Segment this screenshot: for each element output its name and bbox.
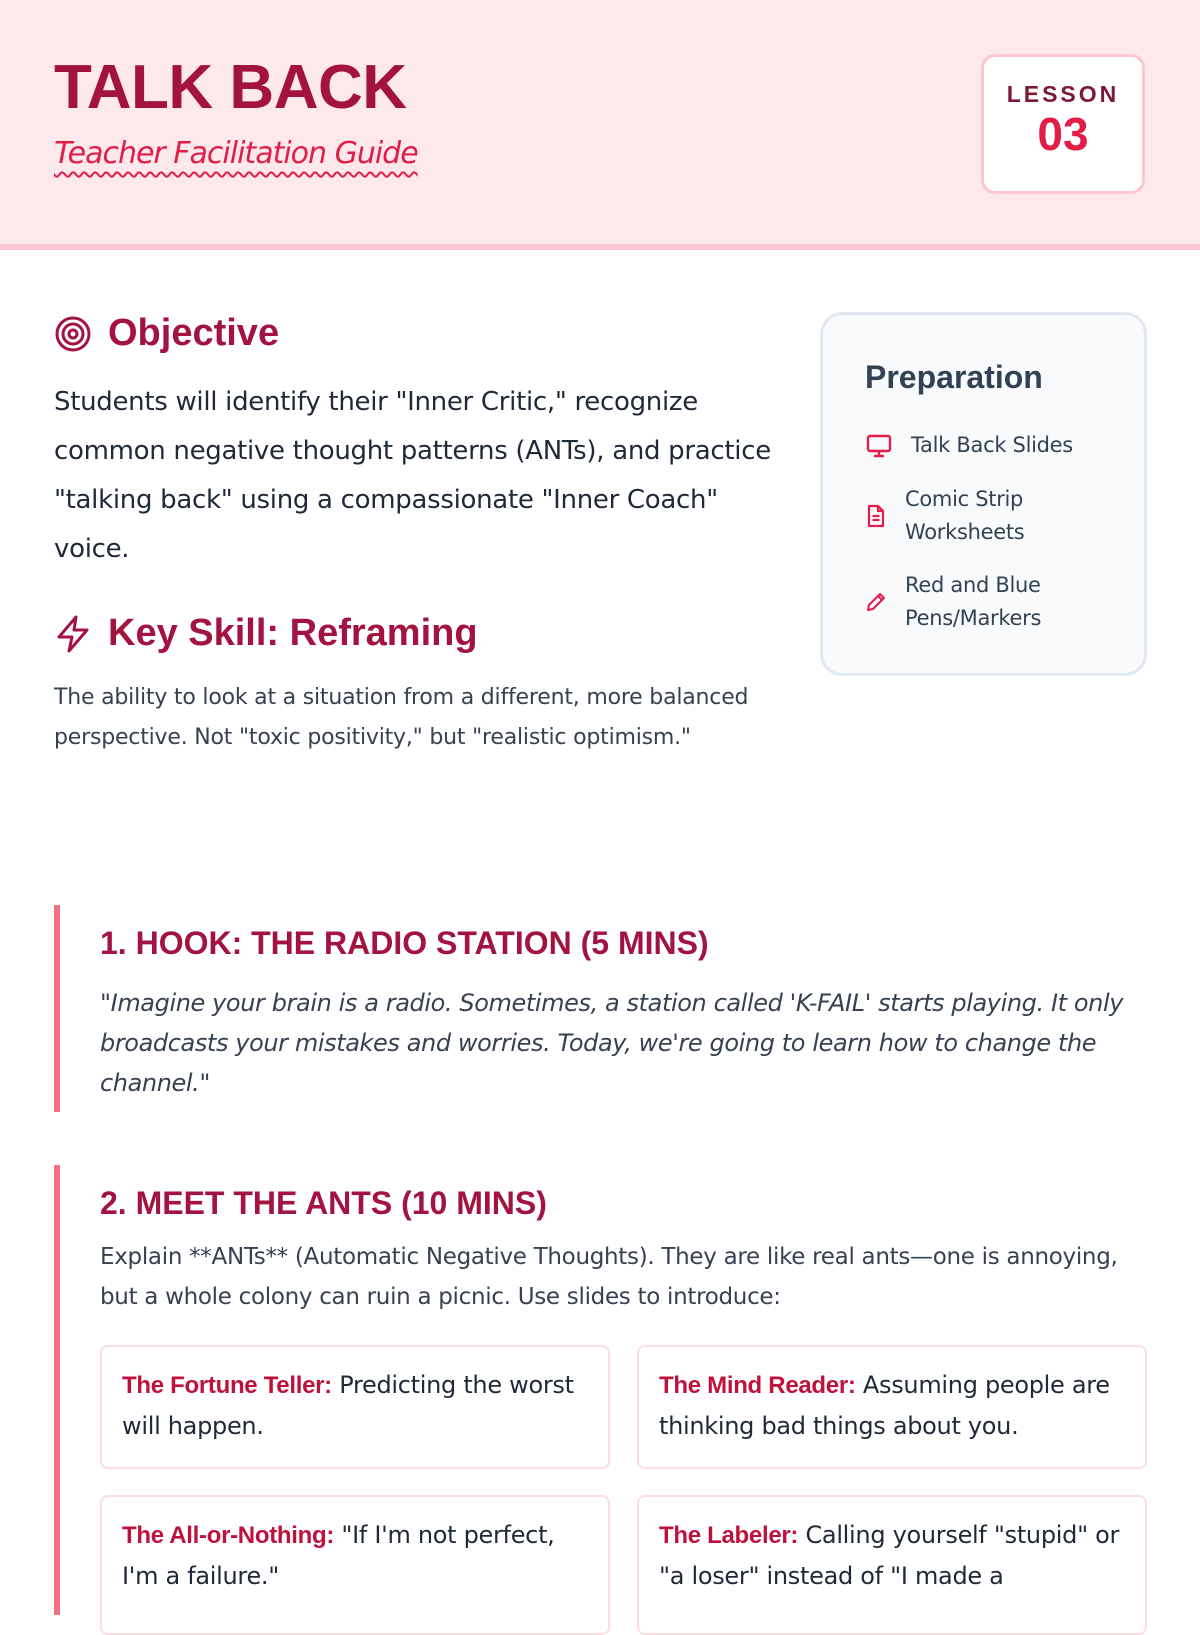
ant-description: Assuming people are thinking bad things about you. <box>659 1371 1110 1440</box>
objective-heading-row <box>54 312 279 355</box>
ants-intro-text: Explain **ANTs** (Automatic Negative Thoughts). They are like real ants—one is annoying, but a whole colony can ruin a picnic. Use slides to introduce: <box>100 1244 1118 1310</box>
step-meet-the-ants <box>54 1165 1147 1615</box>
prep-item-pens <box>865 569 1065 635</box>
prep-item-label: Comic Strip Worksheets <box>905 487 1025 544</box>
page-header <box>0 0 1200 250</box>
ant-name: The All-or-Nothing: <box>122 1522 335 1549</box>
ant-name: The Mind Reader: <box>659 1372 856 1399</box>
ant-description: "If I'm not perfect, I'm a failure." <box>122 1521 555 1590</box>
monitor-icon <box>865 433 893 459</box>
page-subtitle: Teacher Facilitation Guide <box>54 136 418 171</box>
document-icon <box>865 503 887 529</box>
lesson-badge <box>981 54 1145 194</box>
ant-card-mind-reader <box>637 1345 1147 1469</box>
ant-card-labeler <box>637 1495 1147 1635</box>
step-heading: 1. HOOK: THE RADIO STATION (5 MINS) <box>100 925 709 961</box>
key-skill-heading: Key Skill: Reframing <box>108 612 478 654</box>
pencil-icon <box>865 591 887 613</box>
ant-name: The Fortune Teller: <box>122 1372 332 1399</box>
prep-item-label: Talk Back Slides <box>911 433 1073 457</box>
preparation-heading: Preparation <box>865 359 1043 395</box>
lightning-icon <box>54 614 92 654</box>
step-heading: 2. MEET THE ANTS (10 MINS) <box>100 1185 547 1221</box>
lesson-label: LESSON <box>1006 81 1120 107</box>
hook-quote: "Imagine your brain is a radio. Sometimes, a station called 'K-FAIL' starts playing. It only broadcasts your mistakes and worries. Today, we're going to learn how to change the channel." <box>100 989 1124 1097</box>
key-skill-text: The ability to look at a situation from a different, more balanced perspective. Not "toxic positivity," but "realistic optimism." <box>54 685 749 750</box>
ant-description: Calling yourself "stupid" or "a loser" instead of "I made a <box>659 1521 1120 1590</box>
preparation-card <box>820 312 1147 676</box>
prep-item-worksheets <box>865 483 1065 549</box>
step-hook <box>54 905 1147 1112</box>
ant-description: Predicting the worst will happen. <box>122 1371 574 1440</box>
ant-card-all-or-nothing <box>100 1495 610 1635</box>
ant-card-fortune-teller <box>100 1345 610 1469</box>
objective-heading: Objective <box>108 312 280 354</box>
page-title: TALK BACK <box>54 53 407 122</box>
key-skill-heading-row <box>54 612 478 655</box>
ant-name: The Labeler: <box>659 1522 799 1549</box>
prep-item-slides <box>865 429 1073 462</box>
target-icon <box>54 315 92 353</box>
prep-item-label: Red and Blue Pens/Markers <box>905 573 1042 630</box>
lesson-number: 03 <box>1037 108 1089 160</box>
objective-text: Students will identify their "Inner Critic," recognize common negative thought patterns (ANTs), and practice "talking back" using a compassionate "Inner Coach" voice. <box>54 387 771 564</box>
